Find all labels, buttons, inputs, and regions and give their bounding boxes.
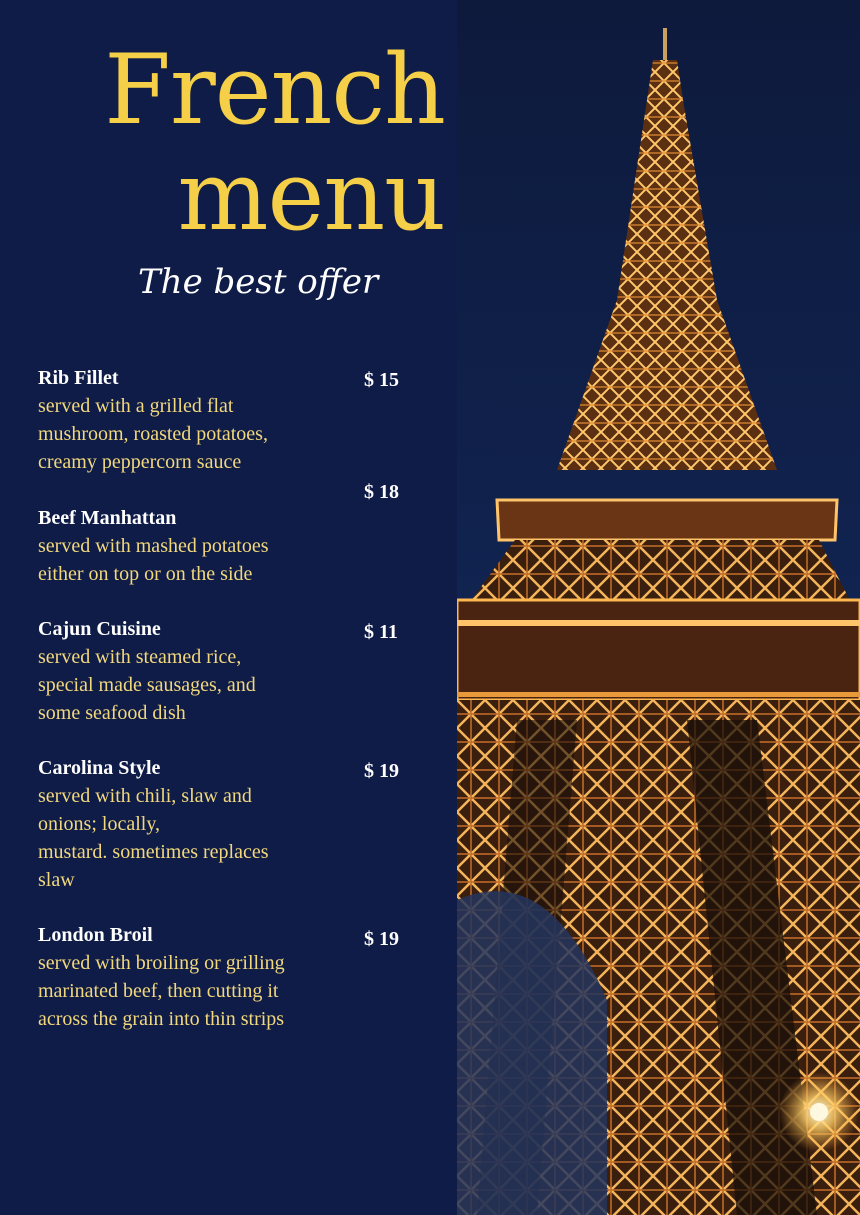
menu-item-description-line: special made sausages, and [38, 674, 256, 696]
menu-item-description-line: served with chili, slaw and [38, 785, 252, 807]
menu-item-description-line: either on top or on the side [38, 563, 253, 585]
menu-item-description-line: served with mashed potatoes [38, 535, 269, 557]
menu-item-price: $ 19 [364, 760, 399, 782]
menu-item-description-line: creamy peppercorn sauce [38, 451, 242, 473]
menu-item-price: $ 18 [364, 481, 399, 503]
menu-item-description-line: mustard. sometimes replaces [38, 841, 269, 863]
menu-item-description-line: across the grain into thin strips [38, 1008, 285, 1030]
menu-item [38, 921, 418, 1033]
eiffel-tower-photo [457, 0, 860, 1215]
menu-item-price: $ 19 [364, 928, 399, 950]
menu-subtitle: The best offer [138, 262, 379, 302]
menu-item-name: London Broil [38, 924, 153, 946]
menu-item-name: Rib Fillet [38, 367, 119, 389]
menu-item-description-line: mushroom, roasted potatoes, [38, 423, 268, 445]
menu-item [38, 754, 418, 894]
menu-title-line2: menu [177, 140, 445, 252]
menu-item-description-line: served with a grilled flat [38, 395, 234, 417]
menu-item [38, 615, 418, 727]
menu-item-name: Beef Manhattan [38, 507, 177, 529]
eiffel-tower-image [457, 0, 860, 1215]
menu-item-description-line: some seafood dish [38, 702, 186, 724]
menu-item-name: Cajun Cuisine [38, 618, 161, 640]
menu-item-description-line: marinated beef, then cutting it [38, 980, 279, 1002]
menu-title-line1: French [104, 34, 445, 146]
menu-item-name: Carolina Style [38, 757, 161, 779]
menu-item-price: $ 11 [364, 621, 398, 643]
menu-item-description-line: served with steamed rice, [38, 646, 242, 668]
menu-item-description-line: slaw [38, 869, 75, 891]
menu-item-description-line: served with broiling or grilling [38, 952, 285, 974]
menu-item [38, 504, 418, 588]
menu-item-price: $ 15 [364, 369, 399, 391]
menu-item [38, 364, 418, 476]
menu-item-description-line: onions; locally, [38, 813, 161, 835]
